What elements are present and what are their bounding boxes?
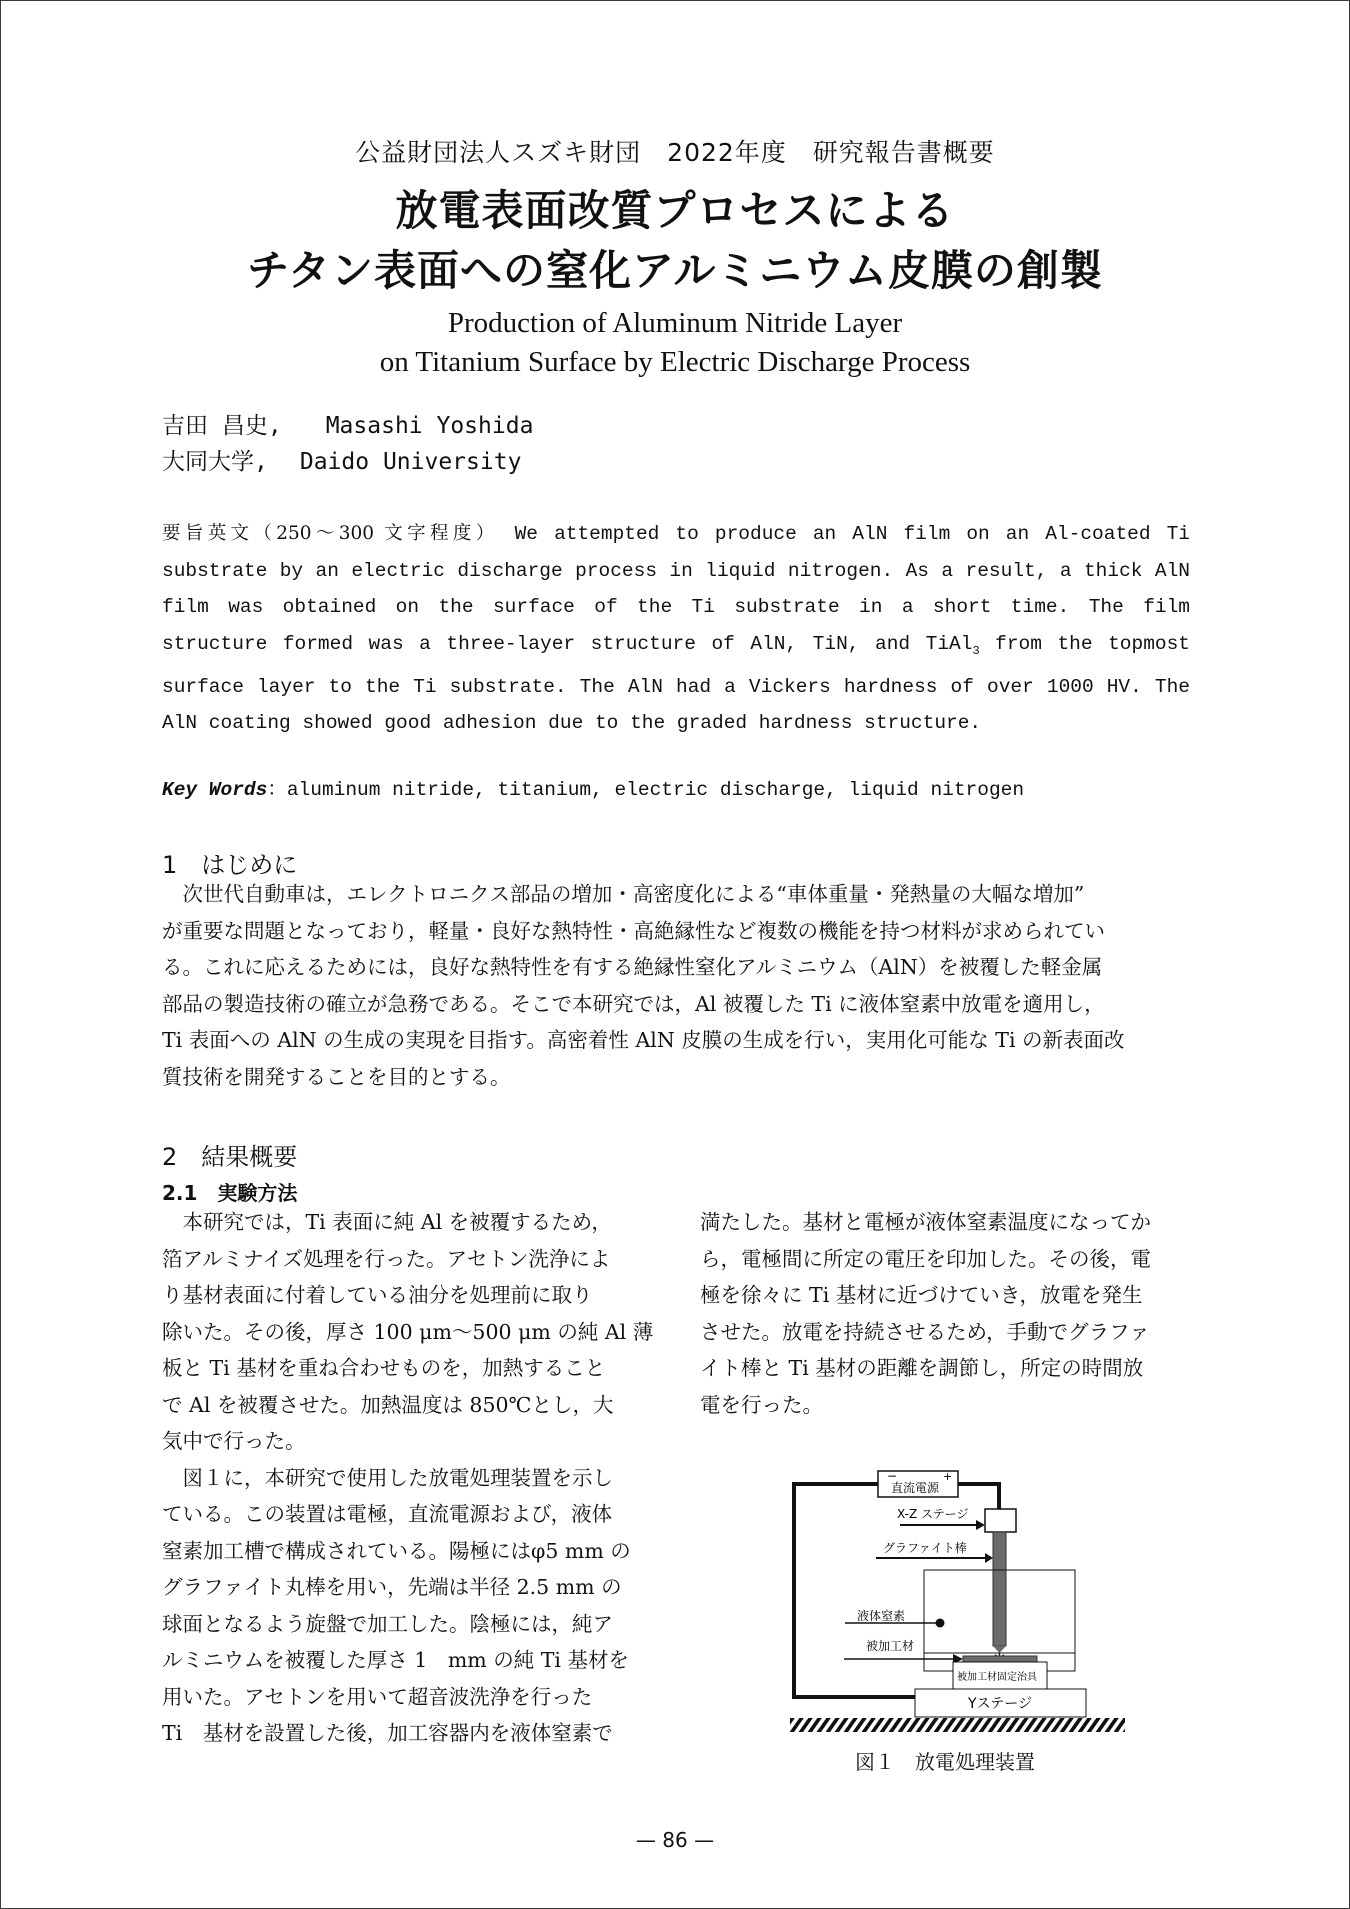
section-1-line: る。これに応えるためには，良好な熱特性を有する絶縁性窒化アルミニウム（AlN）を被覆した軽金属 (162, 955, 1103, 979)
left-column-line: 球面となるよう旋盤で加工した。陰極には，純ア (162, 1611, 613, 1636)
arrow-icon (985, 1553, 993, 1563)
right-column-line: 電を行った。 (700, 1392, 823, 1417)
abstract (162, 516, 1190, 742)
section-2-1-heading: 2.1 実験方法 (162, 1181, 298, 1205)
left-column-line: り基材表面に付着している油分を処理前に取り (162, 1283, 593, 1307)
power-supply-label: 直流電源 (891, 1481, 940, 1495)
section-1-line: 次世代自動車は，エレクトロニクス部品の増加・高密度化による“車体重量・発熱量の大幅な増加” (162, 882, 1085, 906)
keywords-label: Key Words (162, 779, 268, 801)
title-jp-line-2: チタン表面への窒化アルミニウム皮膜の創製 (247, 246, 1103, 295)
abstract-text: We attempted to produce an AlN film on an Al-coated Ti substrate by an electric discharge process in liquid nitrogen. As a result, a thick AlN film was obtained on the surface of the Ti substrate in a short time. The film structure formed was a three-layer structure of AlN, TiN, and TiAl (162, 523, 1191, 655)
pointer-dot-icon (936, 1619, 945, 1628)
left-column-line: ている。この装置は電極，直流電源および，液体 (162, 1502, 613, 1526)
section-1-line: が重要な問題となっており，軽量・良好な熱特性・高絶縁性など複数の機能を持つ材料が求められてい (162, 918, 1105, 943)
xz-stage-label: X-Z ステージ (897, 1507, 969, 1521)
left-column-line: Ti 基材を設置した後，加工容器内を液体窒素で (162, 1721, 613, 1745)
y-stage-label: Yステージ (968, 1696, 1032, 1712)
plus-sign: + (943, 1470, 953, 1483)
section-1-heading: 1 はじめに (162, 851, 298, 879)
title-en-line-2: on Titanium Surface by Electric Discharge Process (379, 346, 971, 378)
author-name-jp: 吉田 昌史, (162, 413, 282, 439)
left-column-line: 気中で行った。 (162, 1429, 306, 1453)
author-row (162, 407, 533, 440)
xz-stage-box (985, 1509, 1016, 1532)
liquid-nitrogen-label: 液体窒素 (857, 1609, 906, 1623)
left-column-line: で Al を被覆させた。加熱温度は 850℃とし，大 (162, 1392, 614, 1417)
arrow-icon (976, 1520, 985, 1530)
section-1-body (162, 876, 1125, 1095)
right-column-line: ら，電極間に所定の電圧を印加した。その後，電 (700, 1246, 1151, 1271)
affiliation-row (162, 443, 521, 476)
section-2-left-column (162, 1204, 653, 1752)
abstract-text-cont: from the topmost surface layer to the Ti substrate. The AlN had a Vickers hardness of over 1000 HV. The AlN coating showed good adhesion due to the graded hardness structure. (162, 632, 1191, 735)
right-column-line: させた。放電を持続させるため，手動でグラファ (700, 1319, 1150, 1344)
left-column-line: グラファイト丸棒を用い，先端は半径 2.5 mm の (162, 1575, 622, 1599)
left-column-line: 用いた。アセトンを用いて超音波洗浄を行った (162, 1684, 593, 1709)
affiliation-jp: 大同大学, (162, 449, 268, 475)
abstract-subscript: 3 (972, 643, 980, 658)
figure-1-apparatus-diagram (780, 1450, 1130, 1740)
graphite-rod-label: グラファイト棒 (883, 1541, 967, 1555)
page-number: — 86 — (635, 1828, 715, 1852)
section-1-line: 質技術を開発することを目的とする。 (162, 1064, 511, 1089)
section-2-right-column (700, 1204, 1151, 1423)
right-column-line: 満たした。基材と電極が液体窒素温度になってか (700, 1210, 1151, 1234)
figure-1-caption: 図１ 放電処理装置 (855, 1750, 1035, 1774)
left-column-line: 窒素加工槽で構成されている。陽極にはφ5 mm の (162, 1538, 631, 1563)
ground-hatch (790, 1718, 1125, 1732)
left-column-line: ルミニウムを被覆した厚さ 1 mm の純 Ti 基材を (162, 1648, 630, 1672)
title-jp-line-1: 放電表面改質プロセスによる (395, 186, 955, 235)
affiliation-en: Daido University (299, 449, 522, 475)
left-column-line: 本研究では，Ti 表面に純 Al を被覆するため， (162, 1210, 612, 1234)
graphite-rod (993, 1532, 1006, 1646)
left-column-line: 板と Ti 基材を重ね合わせものを，加熱すること (162, 1356, 606, 1380)
right-column-line: イト棒と Ti 基材の距離を調節し，所定の時間放 (700, 1356, 1144, 1380)
left-column-line: 箔アルミナイズ処理を行った。アセトン洗浄によ (162, 1246, 611, 1271)
section-1-line: 部品の製造技術の確立が急務である。そこで本研究では，Al 被覆した Ti に液体窒素中放電を適用し， (162, 991, 1105, 1016)
right-column-line: 極を徐々に Ti 基材に近づけていき，放電を発生 (700, 1283, 1143, 1307)
keywords (162, 773, 1024, 801)
minus-sign: − (887, 1469, 898, 1483)
section-1-line: Ti 表面への AlN の生成の実現を目指す。高密着性 AlN 皮膜の生成を行い，実用化可能な Ti の新表面改 (162, 1028, 1125, 1052)
author-name-en: Masashi Yoshida (325, 413, 534, 439)
left-column-line: 除いた。その後，厚さ 100 μm～500 μm の純 Al 薄 (162, 1319, 654, 1344)
keywords-text: aluminum nitride, titanium, electric discharge, liquid nitrogen (286, 779, 1025, 801)
abstract-label: 要旨英文（250～300 文字程度） (162, 523, 499, 544)
workpiece (963, 1656, 1037, 1662)
fixture-label: 被加工材固定治具 (957, 1672, 1037, 1683)
title-en-line-1: Production of Aluminum Nitride Layer (447, 307, 903, 339)
report-series-header: 公益財団法人スズキ財団 2022年度 研究報告書概要 (355, 138, 995, 167)
left-column-line: 図１に，本研究で使用した放電処理装置を示し (162, 1465, 613, 1490)
workpiece-label: 被加工材 (866, 1639, 915, 1653)
keywords-separator: ： (267, 779, 287, 801)
section-2-heading: 2 結果概要 (162, 1143, 298, 1171)
